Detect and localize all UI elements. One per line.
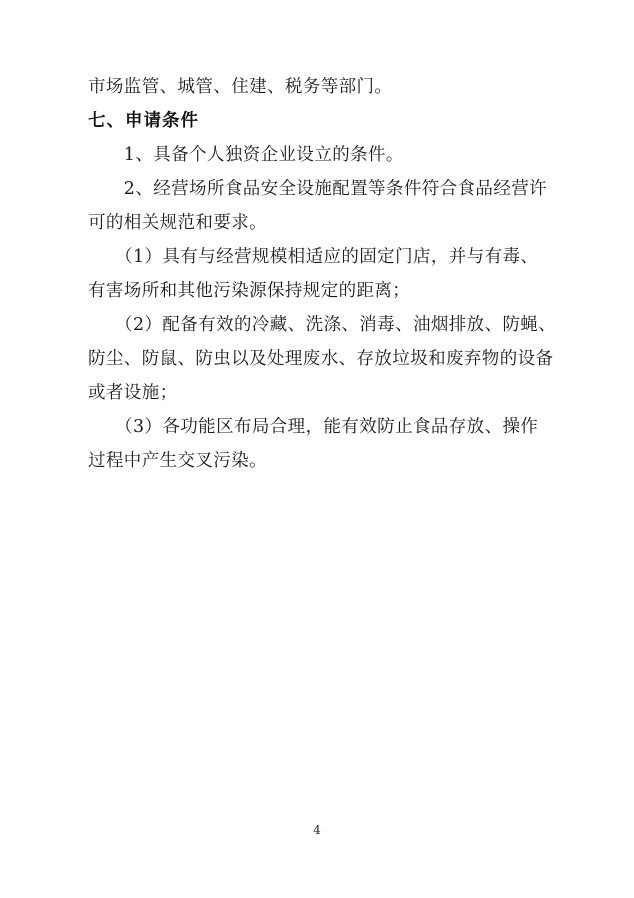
- section-heading: [88, 104, 546, 138]
- paragraph-item-1: [88, 138, 546, 172]
- heading-text: 七、申请条件: [88, 111, 199, 131]
- text-line: 有害场所和其他污染源保持规定的距离；: [88, 281, 411, 301]
- text-line: 市场监管、城管、住建、税务等部门。: [88, 77, 393, 97]
- paragraph-item-2-2: [88, 308, 557, 410]
- text-line: 防尘、防鼠、防虫以及处理废水、存放垃圾和废弃物的设备: [88, 349, 554, 369]
- text-line: 2、经营场所食品安全设施配置等条件符合食品经营许: [88, 179, 548, 199]
- page-number: 4: [313, 823, 321, 837]
- text-line: 过程中产生交叉污染。: [88, 451, 267, 471]
- paragraph-item-2-1: [88, 240, 546, 308]
- text-line: 或者设施；: [88, 383, 178, 403]
- text-line: （1）具有与经营规模相适应的固定门店，并与有毒、: [88, 247, 539, 267]
- text-line: （3）各功能区布局合理，能有效防止食品存放、操作: [88, 417, 539, 437]
- paragraph-item-2-3: [88, 410, 546, 478]
- text-line: （2）配备有效的冷藏、洗涤、消毒、油烟排放、防蝇、: [88, 315, 557, 335]
- paragraph-item-2: [88, 172, 546, 240]
- text-line: 1、具备个人独资企业设立的条件。: [88, 145, 404, 165]
- document-body: [88, 70, 557, 478]
- paragraph-continuation: [88, 70, 546, 104]
- text-line: 可的相关规范和要求。: [88, 213, 267, 233]
